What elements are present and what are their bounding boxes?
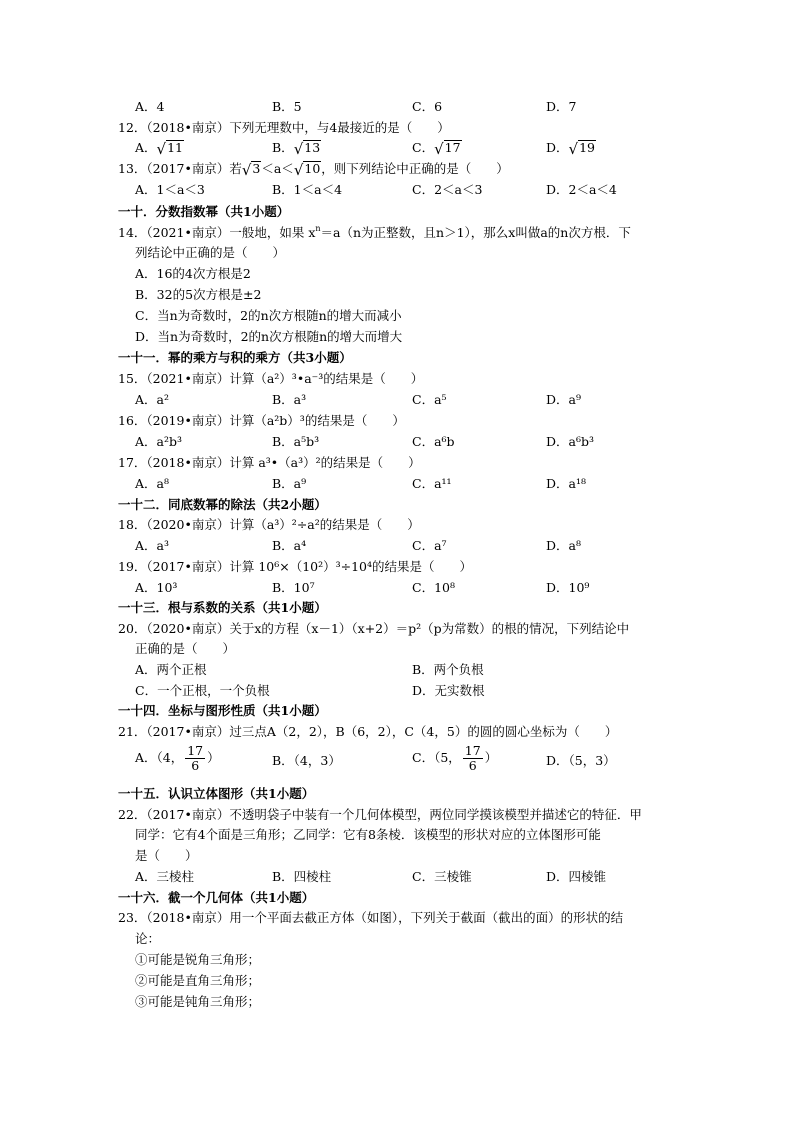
q18-option-b: B．a⁴ <box>272 538 307 553</box>
section-heading-11: 一十一．幂的乘方与积的乘方（共3小题） <box>118 350 352 365</box>
section-heading-14: 一十四．坐标与图形性质（共1小题） <box>118 703 327 718</box>
q19-option-c: C．10⁸ <box>412 580 455 595</box>
section-heading-12: 一十二．同底数幂的除法（共2小题） <box>118 497 327 512</box>
q12-option-d: D．√19 <box>546 140 595 158</box>
q20-option-a: A．两个正根 <box>135 662 207 677</box>
q15-stem: 15．（2021•南京）计算（a²）³•a⁻³的结果是（ ） <box>118 371 424 386</box>
q12-option-c: C．√17 <box>412 140 461 158</box>
q20-option-d: D．无实数根 <box>412 683 485 698</box>
q19-option-d: D．10⁹ <box>546 580 590 595</box>
q13-stem: 13．（2017•南京）若√3＜a＜√10，则下列结论中正确的是（ ） <box>118 161 509 179</box>
q12-option-b: B．√13 <box>272 140 321 158</box>
q15-option-d: D．a⁹ <box>546 392 581 407</box>
q23-item-3: ③可能是钝角三角形； <box>135 994 261 1009</box>
q19-stem: 19．（2017•南京）计算 10⁶×（10²）³÷10⁴的结果是（ ） <box>118 559 473 574</box>
q23-item-1: ①可能是锐角三角形； <box>135 952 261 967</box>
section-heading-13: 一十三．根与系数的关系（共1小题） <box>118 600 327 615</box>
q21-option-a: A．（4， $\frac{17}{6}$ ） <box>135 743 220 773</box>
q18-stem: 18．（2020•南京）计算（a³）²÷a²的结果是（ ） <box>118 517 420 532</box>
q16-option-c: C．a⁶b <box>412 434 455 449</box>
q22-option-c: C．三棱锥 <box>412 869 472 884</box>
q13-option-a: A．1＜a＜3 <box>135 182 205 197</box>
q18-option-c: C．a⁷ <box>412 538 447 553</box>
q22-stem-line1: 22．（2017•南京）不透明袋子中装有一个几何体模型，两位同学摸该模型并描述它的特征．甲 <box>118 807 642 822</box>
q14-option-a: A．16的4次方根是2 <box>135 266 251 281</box>
q21-option-b: B．（4，3） <box>272 753 341 768</box>
q22-stem-line2: 同学：它有4个面是三角形；乙同学：它有8条棱．该模型的形状对应的立体图形可能 <box>135 827 601 842</box>
q12-stem: 12．（2018•南京）下列无理数中，与4最接近的是（ ） <box>118 120 450 135</box>
q16-option-a: A．a²b³ <box>135 434 183 449</box>
q23-stem-line2: 论： <box>135 931 161 946</box>
q17-stem: 17．（2018•南京）计算 a³•（a³）²的结果是（ ） <box>118 455 421 470</box>
q20-stem-line2: 正确的是（ ） <box>135 641 236 656</box>
q13-option-c: C．2＜a＜3 <box>412 182 483 197</box>
q20-stem-line1: 20．（2020•南京）关于x的方程（x－1）（x+2）＝p²（p为常数）的根的情况，下列结论中 <box>118 621 630 636</box>
q15-option-c: C．a⁵ <box>412 392 447 407</box>
q14-option-d: D．当n为奇数时，2的n次方根随n的增大而增大 <box>135 329 403 344</box>
q16-option-d: D．a⁶b³ <box>546 434 594 449</box>
q17-option-a: A．a⁸ <box>135 476 169 491</box>
q23-stem-line1: 23．（2018•南京）用一个平面去截正方体（如图），下列关于截面（截出的面）的形状的结 <box>118 910 624 925</box>
q14-option-b: B．32的5次方根是±2 <box>135 287 262 302</box>
section-heading-16: 一十六．截一个几何体（共1小题） <box>118 890 315 905</box>
q21-option-d: D．（5，3） <box>546 753 616 768</box>
q19-option-b: B．10⁷ <box>272 580 315 595</box>
q11-option-c: C．6 <box>412 99 443 114</box>
q13-option-b: B．1＜a＜4 <box>272 182 343 197</box>
section-heading-10: 一十．分数指数幂（共1小题） <box>118 204 290 219</box>
q11-option-b: B．5 <box>272 99 302 114</box>
q12-option-a: A．√11 <box>135 140 183 158</box>
q23-item-2: ②可能是直角三角形； <box>135 973 261 988</box>
q14-stem-line1: 14．（2021•南京）一般地，如果 $x^n=a(n$为正整数，且n＞1），那么x叫做a的n次方根．下 <box>118 224 631 240</box>
q22-option-d: D．四棱锥 <box>546 869 607 884</box>
section-heading-15: 一十五．认识立体图形（共1小题） <box>118 786 315 801</box>
q22-stem-line3: 是（ ） <box>135 848 198 863</box>
q22-option-b: B．四棱柱 <box>272 869 332 884</box>
q20-option-b: B．两个负根 <box>412 662 484 677</box>
q21-option-c: C．（5， $\frac{17}{6}$ ） <box>412 743 498 773</box>
q16-stem: 16．（2019•南京）计算（a²b）³的结果是（ ） <box>118 413 405 428</box>
q19-option-a: A．10³ <box>135 580 178 595</box>
q21-stem: 21．（2017•南京）过三点A（2，2），B（6，2），C（4，5）的圆的圆心坐标为（ ） <box>118 724 618 739</box>
q17-option-c: C．a¹¹ <box>412 476 452 491</box>
q14-option-c: C．当n为奇数时，2的n次方根随n的增大而减小 <box>135 308 402 323</box>
q13-option-d: D．2＜a＜4 <box>546 182 617 197</box>
q11-option-d: D．7 <box>546 99 577 114</box>
q18-option-d: D．a⁸ <box>546 538 581 553</box>
q20-option-c: C．一个正根，一个负根 <box>135 683 270 698</box>
q14-stem-line2: 列结论中正确的是（ ） <box>135 245 286 260</box>
q18-option-a: A．a³ <box>135 538 169 553</box>
q16-option-b: B．a⁵b³ <box>272 434 320 449</box>
q17-option-b: B．a⁹ <box>272 476 307 491</box>
q11-option-a: A．4 <box>135 99 165 114</box>
q15-option-b: B．a³ <box>272 392 307 407</box>
q22-option-a: A．三棱柱 <box>135 869 195 884</box>
q17-option-d: D．a¹⁸ <box>546 476 586 491</box>
q15-option-a: A．a² <box>135 392 169 407</box>
